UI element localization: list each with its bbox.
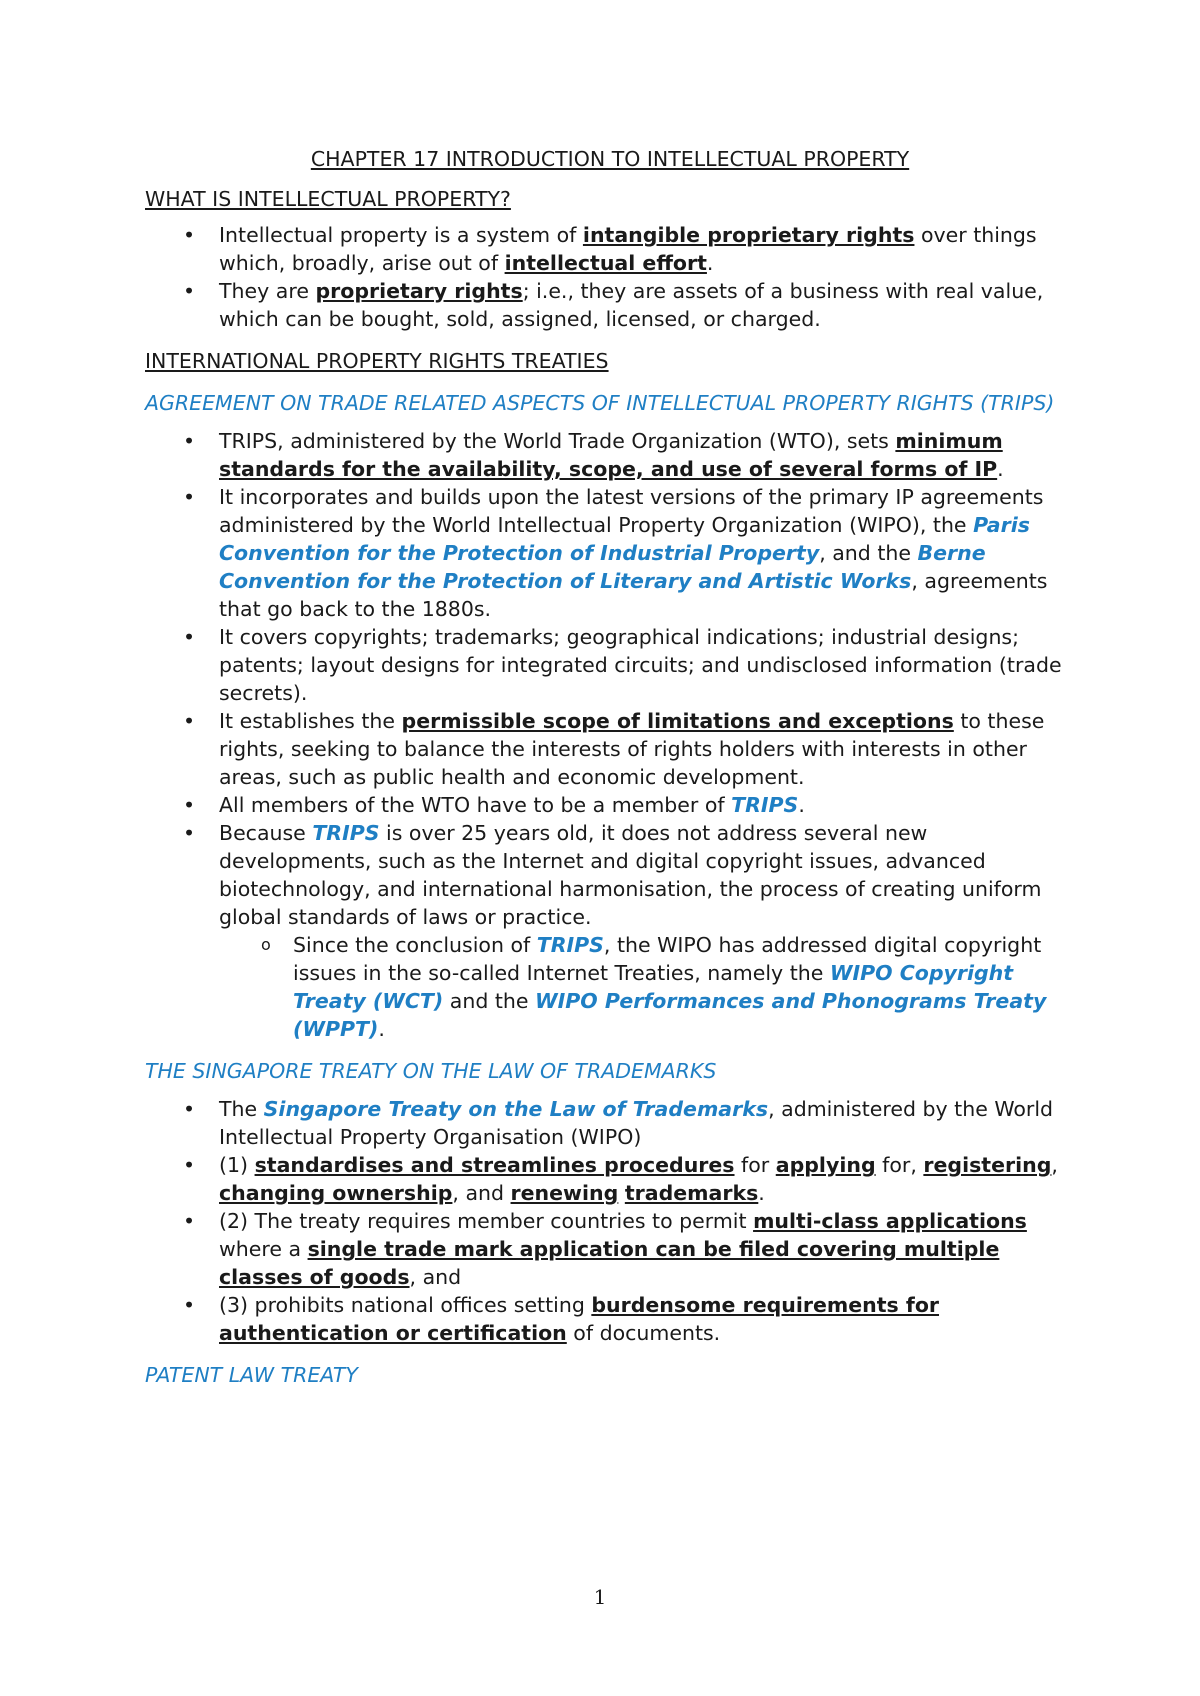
treaty-reference: Singapore Treaty on the Law of Trademarks bbox=[263, 1097, 769, 1121]
list-item: • (1) standardises and streamlines procedures for applying for, registering, changing ownership, and renewing trademarks. bbox=[145, 1151, 1075, 1207]
sub-list-item: o Since the conclusion of TRIPS, the WIPO has addressed digital copyright issues in the so-called Internet Treaties, namely the WIPO Copyright Treaty (WCT) and the WIPO Performances and Phonograms Treaty (WPPT). bbox=[219, 931, 1075, 1043]
emphasis: standardises and streamlines procedures bbox=[254, 1153, 735, 1177]
list-item: • It establishes the permissible scope of limitations and exceptions to these rights, seeking to balance the interests of rights holders with interests in other areas, such as public health and economic development. bbox=[145, 707, 1075, 791]
list-item: • (2) The treaty requires member countries to permit multi-class applications where a single trade mark application can be filed covering multiple classes of goods, and bbox=[145, 1207, 1075, 1291]
emphasis: proprietary rights bbox=[315, 279, 523, 303]
list-item: • (3) prohibits national offices setting burdensome requirements for authentication or certification of documents. bbox=[145, 1291, 1075, 1347]
list-item: • They are proprietary rights; i.e., they are assets of a business with real value, which can be bought, sold, assigned, licensed, or charged. bbox=[145, 277, 1075, 333]
emphasis: multi-class applications bbox=[753, 1209, 1027, 1233]
treaty-reference: Paris Convention for the Protection of Industrial Property bbox=[219, 513, 1030, 565]
bullet-list-singapore bbox=[145, 1095, 1075, 1347]
treaty-reference: WIPO Performances and Phonograms Treaty (WPPT) bbox=[293, 989, 1047, 1041]
emphasis: changing ownership bbox=[219, 1181, 453, 1205]
list-item: • All members of the WTO have to be a member of TRIPS. bbox=[145, 791, 1075, 819]
page-number: 1 bbox=[593, 1585, 607, 1609]
emphasis: registering bbox=[923, 1153, 1052, 1177]
list-item: • TRIPS, administered by the World Trade Organization (WTO), sets minimum standards for the availability, scope, and use of several forms of IP. bbox=[145, 427, 1075, 483]
emphasis: single trade mark application can be filed covering multiple classes of goods bbox=[219, 1237, 1000, 1289]
treaty-reference: Berne Convention for the Protection of Literary and Artistic Works bbox=[219, 541, 986, 593]
subsection-heading-trips: AGREEMENT ON TRADE RELATED ASPECTS OF INTELLECTUAL PROPERTY RIGHTS (TRIPS) bbox=[145, 391, 1055, 415]
list-item: • It incorporates and builds upon the latest versions of the primary IP agreements administered by the World Intellectual Property Organization (WIPO), the Paris Convention for the Protection of Industrial Property, and the Berne Convention for the Protection of Literary and Artistic Works, agreements that go back to the 1880s. bbox=[145, 483, 1075, 623]
document-body bbox=[145, 145, 1075, 1399]
section-heading-treaties: INTERNATIONAL PROPERTY RIGHTS TREATIES bbox=[145, 349, 609, 373]
bullet-list-what-is-ip bbox=[145, 221, 1075, 333]
treaty-reference: TRIPS bbox=[312, 821, 380, 845]
chapter-title: CHAPTER 17 INTRODUCTION TO INTELLECTUAL PROPERTY bbox=[310, 147, 910, 171]
subsection-heading-singapore: THE SINGAPORE TREATY ON THE LAW OF TRADEMARKS bbox=[145, 1059, 717, 1083]
emphasis: permissible scope of limitations and exceptions bbox=[401, 709, 954, 733]
subsection-heading-patent-law-treaty: PATENT LAW TREATY bbox=[145, 1363, 358, 1387]
emphasis: intangible proprietary rights bbox=[582, 223, 915, 247]
emphasis: burdensome requirements for authentication or certification bbox=[219, 1293, 940, 1345]
treaty-reference: WIPO Copyright Treaty (WCT) bbox=[293, 961, 1014, 1013]
emphasis: minimum standards for the availability, scope, and use of several forms of IP bbox=[219, 429, 1003, 481]
section-heading-what-is-ip: WHAT IS INTELLECTUAL PROPERTY? bbox=[145, 187, 511, 211]
emphasis: renewing bbox=[510, 1181, 619, 1205]
emphasis: trademarks bbox=[624, 1181, 759, 1205]
sub-list bbox=[219, 931, 1075, 1043]
emphasis: applying bbox=[775, 1153, 876, 1177]
bullet-list-trips bbox=[145, 427, 1075, 1043]
treaty-reference: TRIPS bbox=[536, 933, 604, 957]
list-item: • Because TRIPS is over 25 years old, it does not address several new developments, such as the Internet and digital copyright issues, advanced biotechnology, and international harmonisation, the process of creating uniform global standards of laws or practice. o Since the conclusion of TRIPS, the WIPO has addressed digital copyright issues in the so-called Internet Treaties, namely the WIPO Copyright Treaty (WCT) and the WIPO Performances and Phonograms Treaty (WPPT). bbox=[145, 819, 1075, 1043]
treaty-reference: TRIPS bbox=[731, 793, 799, 817]
list-item: • It covers copyrights; trademarks; geographical indications; industrial designs; patents; layout designs for integrated circuits; and undisclosed information (trade secrets). bbox=[145, 623, 1075, 707]
list-item: • Intellectual property is a system of intangible proprietary rights over things which, broadly, arise out of intellectual effort. bbox=[145, 221, 1075, 277]
emphasis: intellectual effort bbox=[504, 251, 707, 275]
list-item: • The Singapore Treaty on the Law of Trademarks, administered by the World Intellectual Property Organisation (WIPO) bbox=[145, 1095, 1075, 1151]
